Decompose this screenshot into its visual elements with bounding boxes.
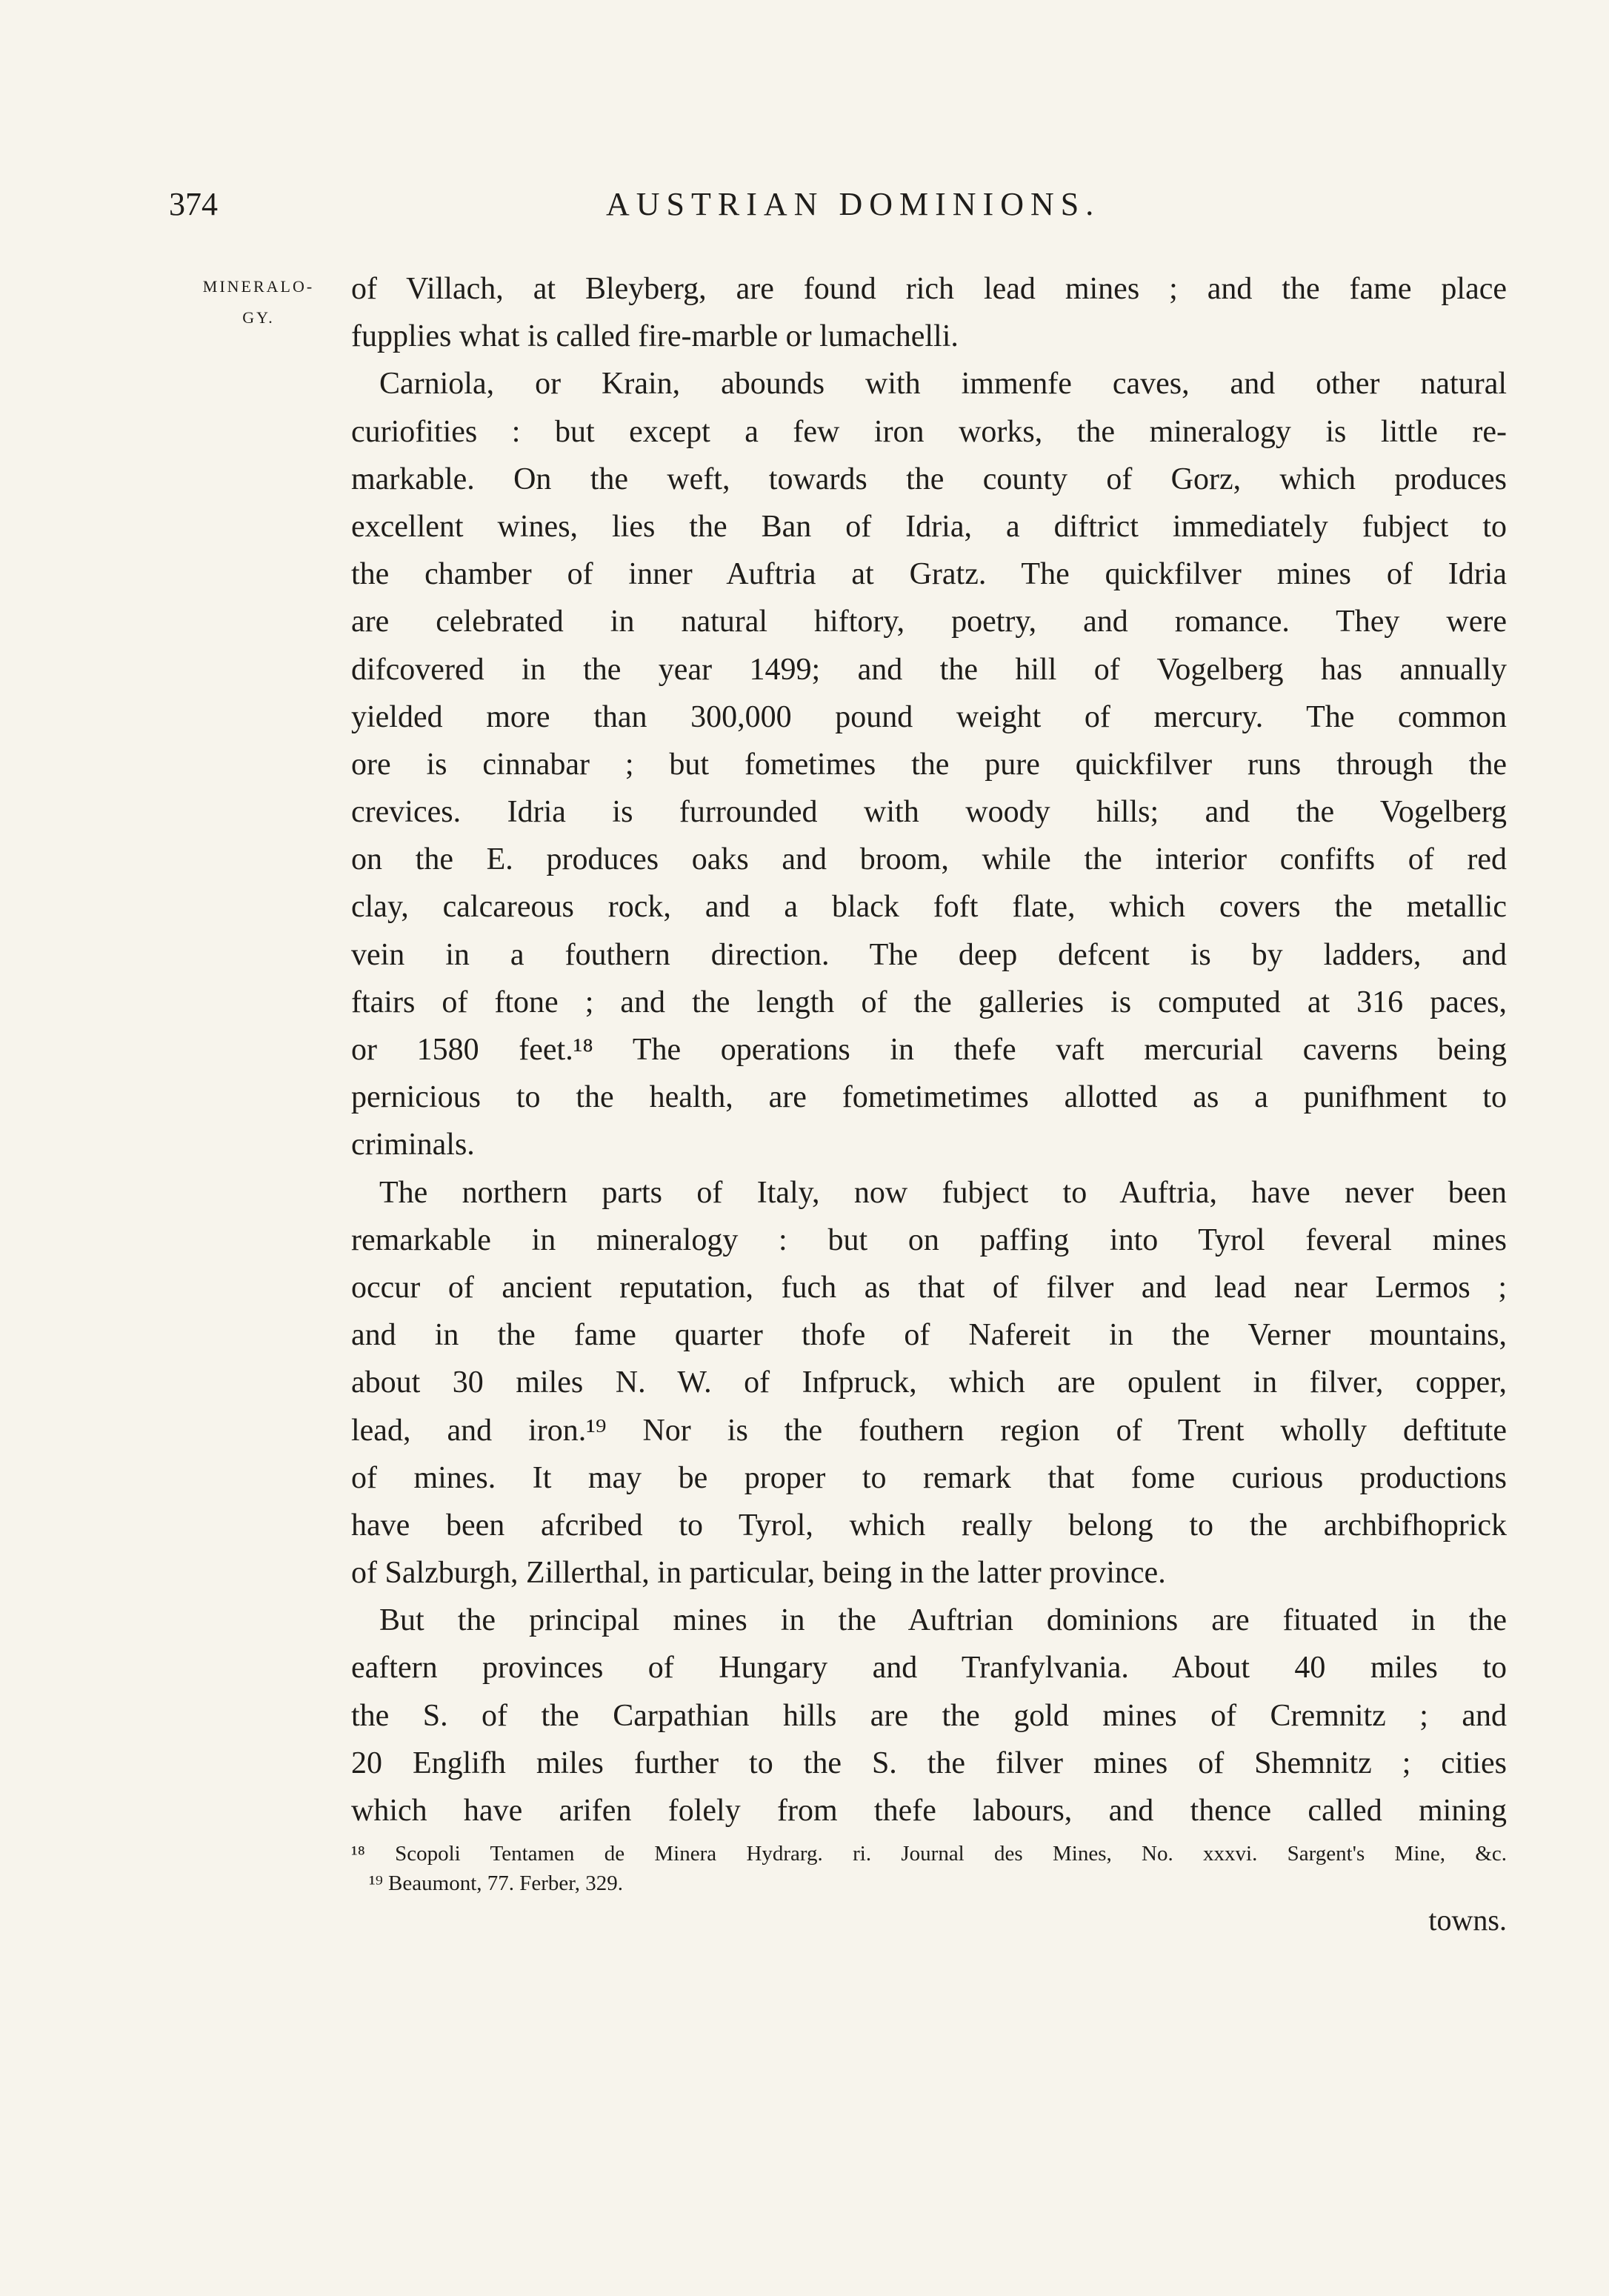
text-line: remarkable in mineralogy : but on paffing into Tyrol feveral mines xyxy=(351,1222,1507,1257)
text-line: criminals. xyxy=(351,1128,475,1162)
text-line: clay, calcareous rock, and a black foft flate, which covers the metallic xyxy=(351,890,1507,925)
text-line: pernicious to the health, are fometimetimes allotted as a punifhment to xyxy=(351,1080,1507,1115)
text-line: are celebrated in natural hiftory, poetry, and romance. They were xyxy=(351,605,1507,639)
marginal-note-line: GY. xyxy=(242,308,275,327)
text-line: or 1580 feet.¹⁸ The operations in thefe vaft mercurial caverns being xyxy=(351,1033,1507,1067)
text-line: of mines. It may be proper to remark that fome curious productions xyxy=(351,1460,1507,1495)
text-line: on the E. produces oaks and broom, while the interior confifts of red xyxy=(351,842,1507,877)
text-line: have been afcribed to Tyrol, which really belong to the archbifhoprick xyxy=(351,1508,1507,1543)
text-line: fupplies what is called fire-marble or lumachelli. xyxy=(351,319,959,354)
text-line: The northern parts of Italy, now fubject to Auftria, have never been xyxy=(379,1175,1507,1210)
catchword: towns. xyxy=(1428,1903,1507,1937)
running-title: AUSTRIAN DOMINIONS. xyxy=(606,186,1101,222)
text-line: lead, and iron.¹⁹ Nor is the fouthern region of Trent wholly deftitute xyxy=(351,1413,1507,1448)
text-line: of Villach, at Bleyberg, are found rich lead mines ; and the fame place xyxy=(351,272,1507,306)
text-line: and in the fame quarter thofe of Nafereit in the Verner mountains, xyxy=(351,1318,1507,1353)
text-line: 20 Englifh miles further to the S. the filver mines of Shemnitz ; cities xyxy=(351,1746,1507,1780)
text-line: ore is cinnabar ; but fometimes the pure quickfilver runs through the xyxy=(351,747,1507,782)
text-line: markable. On the weft, towards the county of Gorz, which produces xyxy=(351,462,1507,496)
footnote: ¹⁹ Beaumont, 77. Ferber, 329. xyxy=(369,1871,624,1895)
marginal-note-line: MINERALO- xyxy=(202,277,315,296)
text-line: vein in a fouthern direction. The deep defcent is by ladders, and xyxy=(351,937,1507,972)
text-line: Carniola, or Krain, abounds with immenfe caves, and other natural xyxy=(379,367,1507,402)
footnotes xyxy=(351,1839,1507,1898)
text-line: difcovered in the year 1499; and the hill of Vogelberg has annually xyxy=(351,652,1507,687)
text-line: the chamber of inner Auftria at Gratz. The quickfilver mines of Idria xyxy=(351,557,1507,592)
page-number: 374 xyxy=(169,186,218,222)
text-line: curiofities : but except a few iron works, the mineralogy is little re- xyxy=(351,414,1507,449)
text-line: ftairs of ftone ; and the length of the galleries is computed at 316 paces, xyxy=(351,985,1507,1019)
running-head xyxy=(169,185,1510,237)
body-text xyxy=(351,265,1507,1834)
text-line: yielded more than 300,000 pound weight of mercury. The common xyxy=(351,699,1507,734)
text-line: the S. of the Carpathian hills are the gold mines of Cremnitz ; and xyxy=(351,1698,1507,1733)
footnote: ¹⁸ Scopoli Tentamen de Minera Hydrarg. ri. Journal des Mines, No. xxxvi. Sargent's Mine, &c. xyxy=(351,1842,1507,1866)
text-line: crevices. Idria is furrounded with woody hills; and the Vogelberg xyxy=(351,795,1507,830)
text-line: of Salzburgh, Zillerthal, in particular, being in the latter province. xyxy=(351,1556,1166,1591)
text-line: But the principal mines in the Auftrian dominions are fituated in the xyxy=(379,1603,1507,1638)
marginal-note xyxy=(166,271,351,333)
text-line: occur of ancient reputation, fuch as that of filver and lead near Lermos ; xyxy=(351,1270,1507,1305)
text-line: which have arifen folely from thefe labours, and thence called mining xyxy=(351,1794,1507,1828)
text-line: eaftern provinces of Hungary and Tranfylvania. About 40 miles to xyxy=(351,1651,1507,1686)
text-line: excellent wines, lies the Ban of Idria, a diftrict immediately fubject to xyxy=(351,509,1507,544)
text-line: about 30 miles N. W. of Infpruck, which are opulent in filver, copper, xyxy=(351,1365,1507,1400)
